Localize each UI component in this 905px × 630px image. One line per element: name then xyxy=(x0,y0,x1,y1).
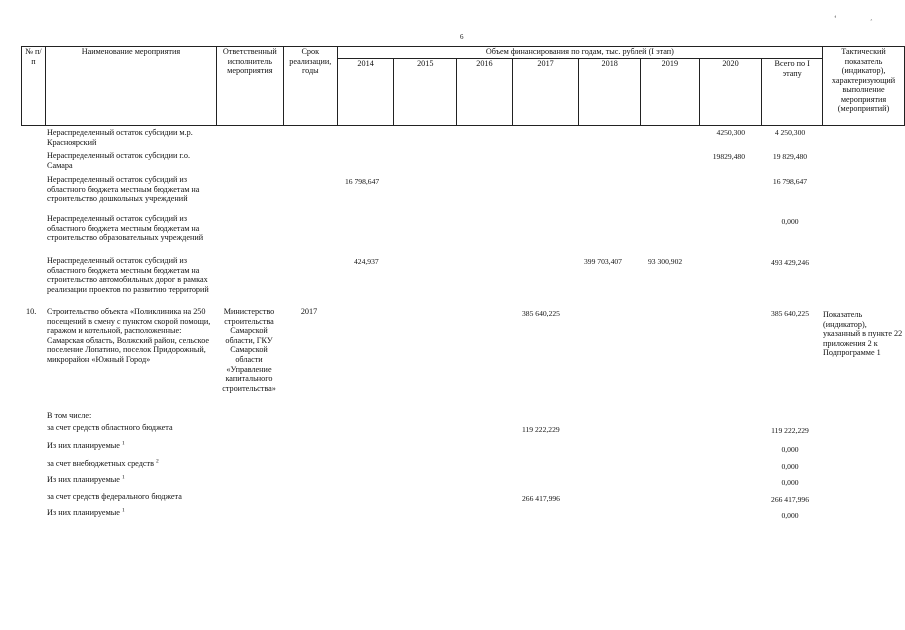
header-year-2019: 2019 xyxy=(641,59,700,126)
header-total: Всего по I этапу xyxy=(762,59,823,126)
cell-2018: 399 703,407 xyxy=(584,257,622,266)
cell-2020: 4250,300 xyxy=(716,128,745,137)
cell-total: 0,000 xyxy=(781,217,799,226)
row-name: Нераспределенный остаток субсидии м.р. Красноярский xyxy=(47,128,193,147)
federal-total: 266 417,996 xyxy=(771,495,809,504)
regional-total: 119 222,229 xyxy=(771,426,809,435)
row-name: Нераспределенный остаток субсидии г.о. Самара xyxy=(47,151,191,170)
row-name: Нераспределенный остаток субсидий из областного бюджета местным бюджетам на строительство дошкольных учреждений xyxy=(47,175,200,204)
row-indicator: Показатель (индикатор), указанный в пункте 22 приложения 2 к Подпрограмме 1 xyxy=(823,310,903,358)
planned-label: Из них планируемые $^1$ xyxy=(47,507,125,517)
regional-label: за счет средств областного бюджета xyxy=(47,423,173,432)
row-term: 2017 xyxy=(300,307,318,316)
header-year-2017: 2017 xyxy=(512,59,579,126)
header-year-2014: 2014 xyxy=(337,59,394,126)
federal-label: за счет средств федерального бюджета xyxy=(47,492,182,501)
row-number: 10. xyxy=(26,307,37,316)
header-resp: Ответственный исполнитель мероприятия xyxy=(216,47,283,126)
row-name: Нераспределенный остаток субсидий из областного бюджета местным бюджетам на строительство автомобильных дорог в рамках реализации проектов по развитию территорий xyxy=(47,256,209,294)
header-term: Срок реализации, годы xyxy=(283,47,337,126)
federal-2017: 266 417,996 xyxy=(522,494,560,503)
header-year-2018: 2018 xyxy=(579,59,641,126)
cell-2014: 424,937 xyxy=(354,257,379,266)
header-volume: Объем финансирования по годам, тыс. рублей (I этап) xyxy=(337,47,822,59)
row-name: Строительство объекта «Поликлиника на 250 посещений в смену с пунктом скорой помощи, гаражом и котельной, расположенные: Самарская область, Волжский район, сельское поселение Лопатино, поселок Придорожный, микрорайон «Южный Город» xyxy=(47,307,211,364)
header-table xyxy=(21,46,905,126)
scan-speck: ʻ xyxy=(834,14,837,23)
header-year-2016: 2016 xyxy=(457,59,513,126)
cell-total: 385 640,225 xyxy=(771,309,809,318)
cell-2014: 16 798,647 xyxy=(345,177,380,186)
row-name: Нераспределенный остаток субсидий из областного бюджета местным бюджетам на строительство образовательных учреждений xyxy=(47,214,204,243)
header-indicator: Тактический показатель (индикатор), характеризующий выполнение мероприятия (мероприятий) xyxy=(823,47,905,126)
cell-total: 4 250,300 xyxy=(774,128,806,137)
cell-2019: 93 300,902 xyxy=(648,257,683,266)
extra-label: за счет внебюджетных средств $^2$ xyxy=(47,458,159,468)
scan-speck: ˰ xyxy=(870,12,873,21)
incl-label: В том числе: xyxy=(47,411,92,420)
cell-total: 493 429,246 xyxy=(771,258,809,267)
row-responsible: Министерство строительства Самарской области, ГКУ Самарской области «Управление капитального строительства» xyxy=(222,307,276,393)
header-name: Наименование мероприятия xyxy=(45,47,216,126)
cell-2017: 385 640,225 xyxy=(522,309,560,318)
planned-label: Из них планируемые $^1$ xyxy=(47,440,125,450)
planned-label: Из них планируемые $^1$ xyxy=(47,474,125,484)
page-number: 6 xyxy=(460,33,464,41)
cell-2020: 19829,480 xyxy=(712,152,745,161)
header-year-2020: 2020 xyxy=(699,59,762,126)
header-year-2015: 2015 xyxy=(394,59,457,126)
regional-2017: 119 222,229 xyxy=(522,425,560,434)
planned-total: 0,000 xyxy=(781,511,799,520)
planned-total: 0,000 xyxy=(781,478,799,487)
extra-total: 0,000 xyxy=(781,462,799,471)
header-no: № п/п xyxy=(22,47,46,126)
planned-total: 0,000 xyxy=(781,445,799,454)
cell-total: 16 798,647 xyxy=(772,177,808,186)
cell-total: 19 829,480 xyxy=(772,152,808,161)
